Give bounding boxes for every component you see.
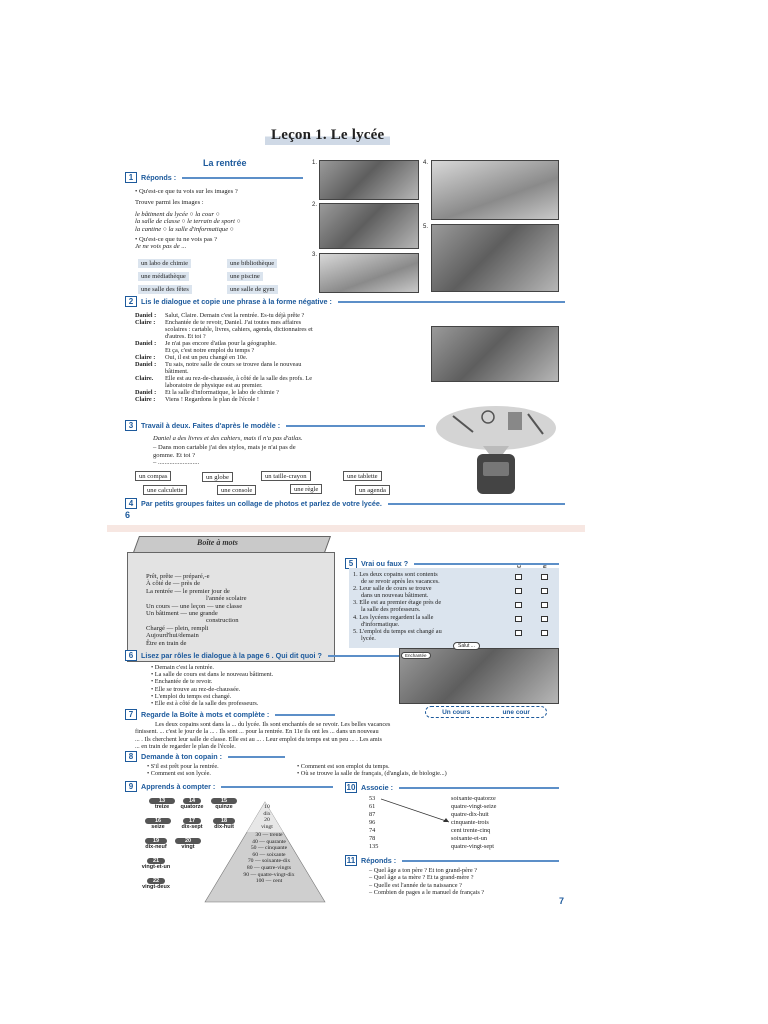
page-separator (107, 525, 585, 532)
pyramid-label: 90 — quatre-vingt-dix (243, 871, 295, 878)
exercise-8-left (147, 763, 307, 777)
exercise-title: Lis le dialogue et copie une phrase à la forme négative : (141, 297, 332, 306)
pyramid-label: 100 — cent (255, 878, 283, 885)
divider (402, 860, 559, 862)
divider (414, 563, 559, 565)
exercise-9-header (125, 781, 333, 792)
page-7 (107, 532, 585, 917)
dialogue-line: Elle est au rez-de-chaussée, à côté de la salle des profs. Le (165, 375, 313, 382)
dialogue-line: Oui, il est un peu changé en 10e. (165, 354, 248, 361)
exercise-7-text (135, 721, 565, 750)
divider (286, 425, 425, 427)
photo-label: 3. (312, 252, 318, 258)
vocab-line: Être en train de (146, 639, 187, 647)
list-item: • Comment est son lycée. (147, 770, 211, 778)
exercise-8-header (125, 751, 285, 762)
dialogue-line: laboratoire de physique est au premier. (165, 382, 263, 389)
speaker: Daniel : (135, 389, 157, 396)
list-item: • L'emploi du temps est changé. (151, 692, 232, 700)
statement: dans un nouveau bâtiment. (361, 592, 429, 600)
exercise-title: Apprends à compter : (141, 782, 216, 791)
exercise-number: 6 (125, 650, 137, 661)
exercise-7-header (125, 709, 335, 720)
number-word: vingt (181, 844, 195, 850)
model-sentence: gomme. Et toi ? (153, 451, 196, 459)
dialogue-line: Et ça, c'est notre emploi du temps ? (165, 347, 255, 354)
exercise-4-header (125, 498, 565, 509)
word-choice-tag (425, 706, 547, 718)
word-chip: une médiathèque (138, 272, 189, 281)
number-bubble: 16 (145, 818, 171, 824)
speaker (135, 333, 165, 340)
list-item: • S'il est prêt pour la rentrée. (147, 763, 219, 770)
exercise-title: Travail à deux. Faites d'après le modèle : (141, 421, 281, 430)
false-checkbox[interactable] (541, 588, 548, 594)
list-item: – Quel âge a ta mère ? Et ta grand-mère ? (369, 874, 474, 882)
divider (399, 787, 559, 789)
number-bubble: 18 (213, 818, 235, 824)
match-number: 135 (369, 843, 379, 850)
list-item: – Quel âge a ton père ? Et ton grand-père ? (369, 867, 478, 874)
speech-bubble: Salut ... (453, 642, 480, 650)
exercise-number: 10 (346, 783, 356, 792)
list-item: • Où se trouve la salle de français, (d'anglais, de biologie...) (297, 770, 447, 778)
pyramid-label: 50 — cinquante (250, 845, 288, 852)
pyramid-label: dix (263, 810, 271, 817)
dialogue-line: Viens ! Regardons le plan de l'école ! (165, 396, 259, 403)
match-word: cinquante-trois (451, 819, 489, 826)
vocab-line: Un cours — une leçon — une classe (146, 602, 243, 610)
speaker: Daniel : (135, 340, 157, 347)
vocab-line: Aujourd'hui/demain (146, 632, 199, 640)
list-item: – Quelle est l'année de ta naissance ? (369, 881, 462, 889)
page-6 (107, 120, 585, 525)
false-checkbox[interactable] (541, 602, 548, 608)
word-chip: une piscine (227, 272, 263, 281)
paragraph-line: Les deux copains sont dans la ... du lycée. Ils sont enchantés de se revoir. Les belles vacances (155, 721, 391, 728)
pyramid-label: vingt (261, 824, 273, 831)
list-item: • Enchantée de te revoir. (151, 678, 213, 686)
divider (228, 756, 285, 758)
vocab-line: Chargé — plein, rempli (146, 624, 209, 632)
true-checkbox[interactable] (515, 630, 522, 636)
dialogue (135, 312, 425, 403)
question: • Qu'est-ce que tu vois sur les images ? (135, 188, 238, 195)
number-bubble: 19 (145, 838, 167, 844)
speaker: Claire : (135, 319, 156, 326)
words-column (451, 795, 561, 851)
list-item: • Comment est son emploi du temps. (297, 763, 390, 770)
exercise-title: Réponds : (361, 856, 397, 865)
number-bubble: 21 (147, 858, 165, 864)
list-item: • Demain c'est la rentrée. (151, 664, 214, 671)
exercise-title: Associe : (361, 783, 393, 792)
speaker: Daniel : (135, 312, 157, 319)
speaker (135, 347, 165, 354)
number-word: treize (154, 804, 170, 810)
number-word: quinze (215, 804, 233, 810)
pyramid-label: 40 — quarante (252, 838, 286, 845)
exercise-3-header (125, 420, 425, 431)
false-checkbox[interactable] (541, 630, 548, 636)
pyramid-label: 30 — trente (255, 832, 283, 838)
photo-label: 2. (312, 202, 318, 208)
exercise-number: 8 (125, 751, 137, 762)
statement: 2. Leur salle de cours se trouve (353, 585, 432, 593)
pyramid-labels (242, 804, 292, 831)
divider (388, 503, 565, 505)
dialogue-line: Enchantée de te revoir, Daniel. J'ai toutes mes affaires (165, 319, 302, 326)
number-word: dix-neuf (145, 844, 167, 850)
number-bubble: 22 (147, 878, 165, 884)
divider (182, 177, 303, 179)
word-box: une console (217, 485, 256, 495)
word-box: une calculette (143, 485, 187, 495)
paragraph-line: ... . Ils cherchent leur salle de classe. Elle est au ... . Leur emploi du temps est un peu ... . Les amis (135, 735, 382, 743)
exercise-6-list (151, 664, 401, 707)
number-word: seize (151, 824, 165, 830)
word-box-content (146, 573, 326, 647)
exercise-title: Réponds : (141, 173, 177, 182)
dialogue-line: Je n'ai pas encore d'atlas pour la géographie. (165, 340, 277, 347)
word-chip: une bibliothèque (227, 259, 277, 268)
number-word: dix-sept (181, 824, 203, 830)
match-number: 78 (369, 835, 376, 842)
speech-bubble: Enchantée (401, 652, 431, 659)
statement: 1. Les deux copains sont contents (353, 571, 438, 578)
vocab-line: l'année scolaire (206, 595, 247, 603)
exercise-title: Regarde la Boîte à mots et complète : (141, 710, 270, 719)
photo-computer-room (319, 203, 419, 249)
question: Je ne vois pas de ... (135, 243, 187, 251)
pyramid-label: 60 — soixante (252, 851, 286, 858)
speaker (135, 326, 165, 333)
word-box: une tablette (343, 471, 382, 481)
match-word: soixante-quatorze (451, 795, 496, 802)
statement: 5. L'emploi du temps est changé au (353, 627, 442, 635)
divider (221, 786, 333, 788)
exercise-11-list (369, 867, 569, 896)
photo-label: 1. (312, 160, 318, 166)
exercise-number: 7 (125, 709, 137, 720)
vocab-line: Prêt, prête — préparé,-e (146, 573, 210, 580)
question: Trouve parmi les images : (135, 199, 204, 207)
pyramid-label: 10 (264, 804, 270, 810)
exercise-6-header (125, 650, 403, 661)
word-box: un compas (135, 471, 171, 481)
match-arrow (379, 796, 455, 826)
vocab-line: À côté de — près de (146, 580, 201, 588)
option-line: le bâtiment du lycée ○ la cour ○ (135, 210, 220, 218)
true-checkbox[interactable] (515, 616, 522, 622)
statement: 4. Les lycéens regardent la salle (353, 613, 434, 621)
photo-school-building (431, 160, 559, 220)
photo-label: 4. (423, 160, 429, 166)
vocab-line: La rentrée — le premier jour de (146, 587, 230, 595)
number-bubble: 20 (175, 838, 201, 844)
school-supplies-illustration (433, 402, 559, 498)
page-number: 6 (125, 510, 131, 520)
statement: de se revoir après les vacances. (361, 578, 440, 586)
number-bubble: 14 (183, 798, 201, 804)
word-chip: une salle de gym (227, 285, 278, 294)
exercise-11-header (345, 855, 559, 866)
answer-blank: – ......................... (153, 459, 200, 467)
number-bubble: 13 (149, 798, 175, 804)
true-checkbox[interactable] (515, 588, 522, 594)
divider (275, 714, 335, 716)
exercise-number: 9 (125, 781, 137, 792)
match-word: quatre-vingt-sept (451, 843, 495, 850)
word-box: un agenda (355, 485, 390, 495)
page-number: 7 (559, 896, 565, 906)
list-item: • Elle se trouve au rez-de-chaussée. (151, 685, 241, 693)
number-word: vingt-deux (142, 884, 170, 890)
paragraph-line: finissent. ... c'est le jour de la ... . Ils sont ... pour la rentrée. En 11e ils ont les ... dans un nouveau (135, 728, 379, 736)
exercise-10-header (345, 782, 559, 793)
dialogue-line: scolaires : cartable, livres, cahiers, agenda, dictionnaires et (165, 326, 313, 333)
photo-sports-ground (431, 224, 559, 292)
exercise-number: 3 (125, 420, 137, 431)
match-word: quatre-dix-huit (451, 811, 489, 818)
match-word: cent trente-cinq (451, 827, 491, 834)
dialogue-line: bâtiment. (165, 368, 189, 375)
exercise-number: 11 (346, 856, 356, 865)
speaker (135, 368, 165, 375)
word-box-crate (127, 552, 335, 662)
photo-label: 5. (423, 224, 429, 230)
statement: la salle des professeurs. (361, 606, 421, 614)
section-subtitle: La rentrée (203, 158, 247, 168)
exercise-title: Demande à ton copain : (141, 752, 223, 761)
list-item: – Combien de pages a le manuel de français ? (369, 888, 485, 896)
match-number: 87 (369, 811, 376, 818)
vocab-line: construction (206, 617, 239, 625)
pyramid-labels (219, 832, 319, 885)
dialogue-line: Et la salle d'informatique, le labo de chimie ? (165, 389, 279, 396)
exercise-1-header (125, 172, 303, 183)
false-checkbox[interactable] (541, 574, 548, 580)
list-item: • La salle de cours est dans le nouveau bâtiment. (151, 671, 274, 679)
dialogue-line: Salut, Claire. Demain c'est la rentrée. Es-tu déjà prête ? (165, 312, 305, 319)
exercise-title: Lisez par rôles le dialogue à la page 6 . Qui dit quoi ? (141, 651, 322, 660)
match-number: 53 (369, 795, 376, 802)
word-box: une règle (290, 484, 322, 494)
lesson-title: Leçon 1. Le lycée (265, 126, 390, 145)
speaker: Daniel : (135, 361, 157, 368)
match-word: soixante-et-un (451, 835, 488, 842)
exercise-8-right (297, 763, 567, 777)
dialogue-line: Tu sais, notre salle de cours se trouve dans le nouveau (165, 361, 302, 368)
speaker: Claire. (135, 375, 154, 382)
match-number: 74 (369, 827, 376, 834)
statement: d'informatique. (361, 620, 400, 628)
match-word: quatre-vingt-seize (451, 803, 497, 810)
photo-students-group (431, 326, 559, 382)
dialogue-line: d'autres. Et toi ? (165, 333, 206, 340)
divider (328, 655, 403, 657)
statement: 3. Elle est au premier étage près de (353, 599, 442, 607)
match-number: 96 (369, 819, 376, 826)
photo-classroom (319, 160, 419, 200)
true-false-panel (349, 568, 559, 648)
true-checkbox[interactable] (515, 574, 522, 580)
speaker (135, 382, 165, 389)
list-item: • Elle est à côté de la salle des professeurs. (151, 700, 259, 708)
exercise-number: 1 (125, 172, 137, 183)
word-box: un taille-crayon (261, 471, 311, 481)
exercise-title: Vrai ou faux ? (361, 559, 409, 568)
choice-word: Un cours (442, 708, 471, 716)
number-bubble: 17 (183, 818, 201, 824)
exercise-number: 5 (345, 558, 357, 569)
statement: lycée. (361, 634, 376, 642)
choice-word: une cour (502, 708, 530, 716)
number-word: vingt-et-un (141, 864, 171, 870)
option-line: la cantine ○ la salle d'informatique ○ (135, 225, 234, 233)
number-bubble: 15 (211, 798, 237, 804)
exercise-title: Par petits groupes faites un collage de photos et parlez de votre lycée. (141, 499, 382, 508)
word-box: un globe (202, 472, 233, 482)
exercise-2-header (125, 296, 565, 307)
word-chip: un labo de chimie (138, 259, 191, 268)
true-checkbox[interactable] (515, 602, 522, 608)
word-chip: une salle des fêtes (138, 285, 192, 294)
exercise-number: 4 (125, 498, 137, 509)
exercise-1-body (135, 188, 318, 251)
word-box-title: Boîte à mots (197, 538, 238, 547)
pyramid-label: 70 — soixante-dix (247, 858, 291, 865)
exercise-number: 2 (125, 296, 137, 307)
pyramid-label: 80 — quatre-vingts (246, 864, 292, 871)
divider (338, 301, 565, 303)
speaker: Claire : (135, 354, 156, 361)
pyramid-label: 20 (264, 817, 270, 824)
model-sentence: Daniel a des livres et des cahiers, mais il n'a pas d'atlas. (153, 435, 303, 442)
option-line: la salle de classe ○ le terrain de sport ○ (135, 218, 241, 226)
vocab-line: Un bâtiment — une grande (146, 610, 218, 618)
false-checkbox[interactable] (541, 616, 548, 622)
match-number: 61 (369, 803, 376, 810)
number-word: dix-huit (214, 824, 234, 830)
speaker: Claire : (135, 396, 156, 403)
statements (353, 571, 513, 642)
photo-cafeteria (319, 253, 419, 293)
number-word: quatorze (180, 804, 204, 810)
paragraph-line: ... en train de regarder le plan de l'école. (135, 742, 236, 750)
question: • Qu'est-ce que tu ne vois pas ? (135, 236, 218, 244)
exercise-3-model (153, 435, 423, 467)
model-sentence: – Dans mon cartable j'ai des stylos, mais je n'ai pas de (153, 444, 296, 452)
